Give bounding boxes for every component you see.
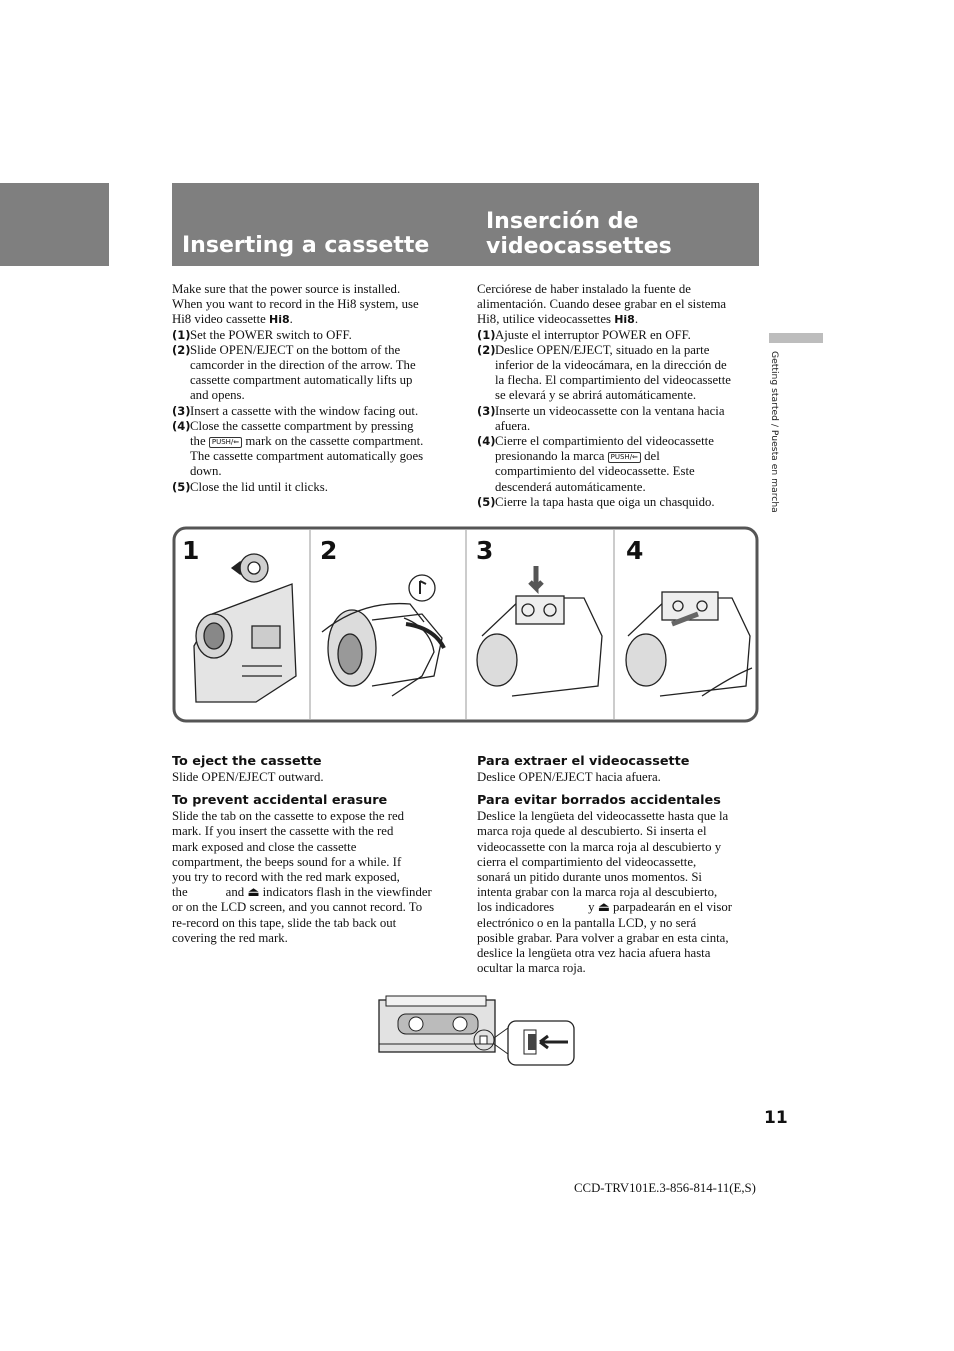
erasure-text-part: indicators flash in the viewfinder [262, 885, 432, 900]
eject-text-es: Deslice OPEN/EJECT hacia afuera. [477, 770, 661, 784]
erasure-heading-es: Para evitar borrados accidentales [477, 793, 721, 809]
spanish-intro-1: Cerciórese de haber instalado la fuente de [477, 282, 691, 296]
step-number: (2) [172, 342, 191, 357]
hi8-logo-icon: Hi8 [614, 313, 635, 327]
step-text: Close the cassette compartment by pressing [190, 418, 414, 433]
step-text [190, 434, 423, 449]
step-text: Set the POWER switch to OFF. [190, 327, 352, 342]
erasure-line-en: you try to record with the red mark exposed, [172, 870, 400, 885]
spanish-step-4 [477, 434, 767, 495]
panel-number-3: 3 [476, 536, 494, 565]
step-text: se elevará y se abrirá automáticamente. [495, 388, 697, 403]
eject-heading-es: Para extraer el videocassette [477, 754, 690, 769]
erasure-text-part: los indicadores [477, 900, 555, 915]
erasure-line-es: deslice la lengüeta otra vez hacia afuera hasta [477, 946, 711, 961]
step-number: (4) [477, 434, 496, 449]
eject-heading-en: To eject the cassette [172, 754, 322, 769]
step-number: (2) [477, 342, 496, 357]
spanish-intro-3-text: Hi8, utilice videocassettes [477, 312, 611, 327]
erasure-line-es: electrónico o en la pantalla LCD, y no será [477, 915, 697, 930]
step-text: Cierre el compartimiento del videocassette [495, 434, 714, 449]
step-text: camcorder in the direction of the arrow. The [190, 358, 416, 373]
step-text: compartimiento del videocassette. Este [495, 464, 695, 479]
spanish-intro-2: alimentación. Cuando desee grabar en el sistema [477, 297, 727, 312]
step-text: inferior de la videocámara, en la dirección de [495, 358, 727, 373]
erasure-line-en: re-record on this tape, slide the tab back out [172, 915, 397, 930]
step-text: Ajuste el interruptor POWER en OFF. [495, 327, 691, 342]
spanish-notes [477, 754, 767, 976]
panel-number-2: 2 [320, 536, 338, 565]
cassette-erasure-tab-illustration [376, 994, 578, 1068]
erasure-text-part: parpadearán en el visor [613, 900, 733, 915]
document-code: CCD-TRV101E.3-856-814-11(E,S) [574, 1181, 756, 1195]
english-intro-3: Hi8 video cassette Hi8. [172, 312, 293, 327]
step-text-part: presionando la marca [495, 449, 605, 464]
erasure-line-en: or on the LCD screen, and you cannot record. To [172, 900, 423, 915]
step-text-part: del [644, 449, 660, 464]
english-step-3 [172, 404, 462, 419]
erasure-line-es [477, 900, 767, 915]
eject-symbol-icon: ⏏ [597, 900, 610, 915]
spanish-intro-3: Hi8, utilice videocassettes Hi8. [477, 312, 639, 327]
erasure-line-en: Slide the tab on the cassette to expose the red [172, 809, 405, 824]
spanish-step-5 [477, 495, 767, 510]
erasure-line-es: sonará un pitido durante unos momentos. Si [477, 870, 702, 885]
step-text: and opens. [190, 388, 245, 403]
erasure-line-en: mark. If you insert the cassette with the red [172, 824, 394, 839]
erasure-text-part: the [172, 885, 188, 900]
step-number: (1) [477, 327, 496, 342]
erasure-line-en: mark exposed and close the cassette [172, 839, 357, 854]
step-number: (4) [172, 418, 191, 433]
english-step-4 [172, 419, 462, 480]
spanish-instructions [477, 282, 767, 510]
erasure-line-en: covering the red mark. [172, 930, 288, 945]
step-text: Slide OPEN/EJECT on the bottom of the [190, 342, 401, 357]
step-text: la flecha. El compartimiento del videocassette [495, 373, 731, 388]
erasure-line-en: compartment, the beeps sound for a while. If [172, 854, 402, 869]
english-intro-1: Make sure that the power source is installed. [172, 282, 401, 296]
erasure-line-es: Deslice la lengüeta del videocassette hasta que la [477, 809, 729, 824]
eject-text-en: Slide OPEN/EJECT outward. [172, 770, 324, 784]
title-spanish-line1: Inserción de [486, 209, 639, 234]
page-number: 11 [764, 1108, 788, 1128]
side-tab-bar [769, 333, 823, 343]
english-notes [172, 754, 462, 946]
step-text: Close the lid until it clicks. [190, 479, 328, 494]
title-spanish-line2: videocassettes [486, 234, 672, 259]
erasure-line-en [172, 885, 462, 900]
spanish-step-1 [477, 328, 767, 343]
erasure-line-es: intenta grabar con la marca roja al descubierto, [477, 885, 718, 900]
step-text: Deslice OPEN/EJECT, situado en la parte [495, 342, 710, 357]
english-step-1 [172, 328, 462, 343]
erasure-line-es: marca roja quede al descubierto. Si inserta el [477, 824, 707, 839]
step-number: (5) [477, 494, 496, 509]
side-tab-text: Getting started / Puesta en marcha [769, 351, 780, 513]
step-text: Insert a cassette with the window facing out. [190, 403, 419, 418]
english-intro-3-text: Hi8 video cassette [172, 312, 266, 327]
step-number: (1) [172, 327, 191, 342]
eject-symbol-icon: ⏏ [247, 885, 260, 900]
title-english: Inserting a cassette [182, 233, 430, 258]
step-text: down. [190, 464, 222, 479]
section-tab [0, 183, 109, 266]
step-text: afuera. [495, 418, 531, 433]
hi8-logo-icon: Hi8 [269, 313, 290, 327]
step-text-part: the [190, 434, 206, 449]
erasure-text-part: y [588, 900, 595, 915]
spanish-step-3 [477, 404, 767, 434]
step-number: (5) [172, 479, 191, 494]
step-text: Inserte un videocassette con la ventana hacia [495, 403, 725, 418]
title-spanish [486, 209, 672, 259]
cassette-insertion-illustration [172, 526, 759, 723]
step-text: The cassette compartment automatically goes [190, 449, 424, 464]
spanish-step-2 [477, 343, 767, 404]
erasure-text-part: and [225, 885, 245, 900]
panel-number-4: 4 [626, 536, 644, 565]
push-mark-icon: PUSH/⇐ [209, 437, 242, 448]
english-step-2 [172, 343, 462, 404]
push-mark-icon: PUSH/⇐ [608, 452, 641, 463]
erasure-heading-en: To prevent accidental erasure [172, 793, 388, 809]
english-intro-2: When you want to record in the Hi8 system, use [172, 297, 419, 312]
erasure-line-es: videocassette con la marca roja al descubierto y [477, 839, 722, 854]
panel-number-1: 1 [182, 536, 200, 565]
erasure-line-es: posible grabar. Para volver a grabar en esta cinta, [477, 930, 729, 945]
erasure-line-es: cierra el compartimiento del videocassette, [477, 854, 697, 869]
english-instructions [172, 282, 462, 495]
step-text-part: mark on the cassette compartment. [245, 434, 424, 449]
step-text: descenderá automáticamente. [495, 479, 646, 494]
step-number: (3) [172, 403, 191, 418]
step-text [495, 449, 714, 464]
step-text: Cierre la tapa hasta que oiga un chasquido. [495, 494, 715, 509]
erasure-line-es: ocultar la marca roja. [477, 961, 586, 976]
english-step-5 [172, 480, 462, 495]
step-number: (3) [477, 403, 496, 418]
step-text: cassette compartment automatically lifts up [190, 373, 413, 388]
